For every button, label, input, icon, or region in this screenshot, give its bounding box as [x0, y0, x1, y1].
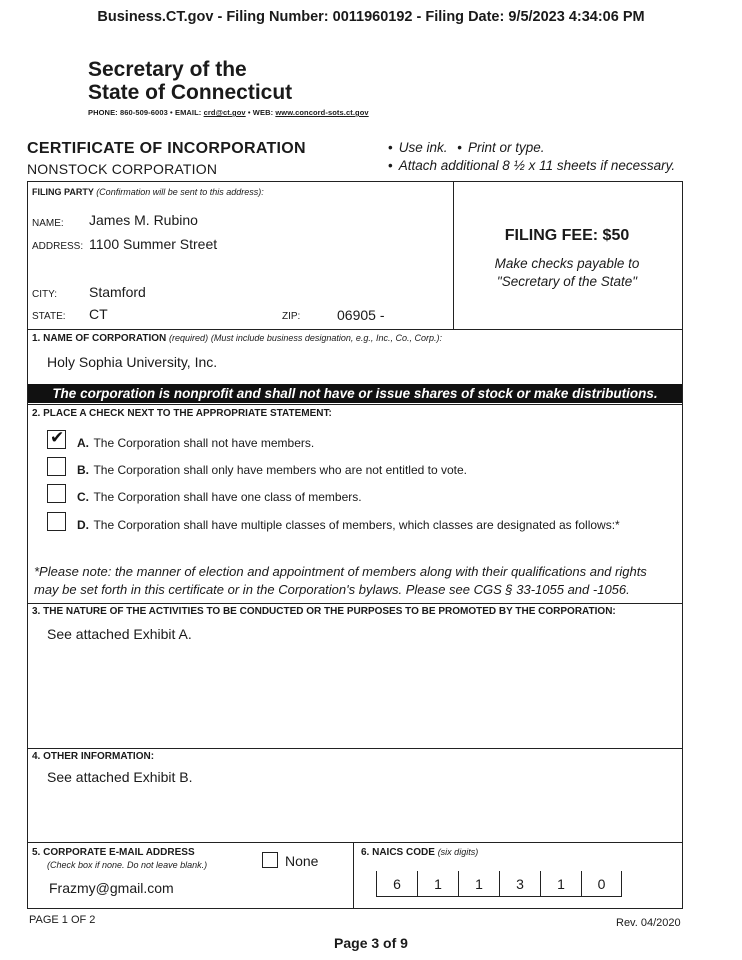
bullet-icon: •	[388, 158, 393, 173]
divider	[28, 748, 682, 749]
filing-party-note: (Confirmation will be sent to this address):	[96, 187, 264, 197]
city-value[interactable]: Stamford	[89, 284, 146, 300]
state-value[interactable]: CT	[89, 306, 108, 322]
office-contact	[88, 108, 369, 117]
zip-value[interactable]: 06905 -	[337, 307, 385, 323]
state-label: STATE:	[32, 311, 66, 322]
office-web-label: WEB:	[252, 108, 274, 117]
fee-note-line1: Make checks payable to	[494, 256, 640, 271]
section1-note: (Must include business designation, e.g., Inc., Co., Corp.):	[210, 333, 442, 343]
naics-digit[interactable]: 1	[458, 871, 499, 897]
page-of-label: PAGE 1 OF 2	[29, 914, 96, 926]
certificate-title: CERTIFICATE OF INCORPORATION	[27, 140, 306, 157]
members-note: *Please note: the manner of election and appointment of members along with their qualifications and rights may be set forth in this certificate or in the Corporation's bylaws. Please see CGS § 33-1055 and -1056.	[34, 564, 647, 597]
instruction-print: Print or type.	[468, 140, 545, 155]
bullet-separator: •	[247, 108, 251, 117]
email-none-label: None	[285, 853, 319, 869]
naics-digit[interactable]: 0	[581, 871, 622, 897]
filing-party-title: FILING PARTY	[32, 187, 94, 197]
divider	[353, 842, 354, 909]
office-phone: PHONE: 860-509-6003	[88, 108, 168, 117]
divider	[28, 603, 682, 604]
option-c	[77, 488, 362, 506]
section5-header: 5. CORPORATE E-MAIL ADDRESS	[32, 847, 195, 858]
nonprofit-banner: The corporation is nonprofit and shall not have or issue shares of stock or make distributions.	[28, 384, 682, 403]
office-title	[88, 58, 292, 104]
bullet-icon: •	[457, 140, 463, 155]
office-web-link[interactable]: www.concord-sots.ct.gov	[275, 108, 369, 117]
option-a	[77, 434, 314, 452]
naics-digit[interactable]: 3	[499, 871, 540, 897]
section1-title: 1. NAME OF CORPORATION	[32, 333, 167, 344]
option-b-checkbox[interactable]	[47, 457, 66, 476]
option-b-text: The Corporation shall only have members who are not entitled to vote.	[93, 463, 467, 477]
naics-digit[interactable]: 6	[376, 871, 417, 897]
option-c-letter: C.	[77, 490, 89, 504]
section6-note: (six digits)	[437, 847, 479, 857]
page-counter: Page 3 of 9	[334, 935, 408, 951]
section6-header	[361, 847, 478, 858]
certificate-subtitle: NONSTOCK CORPORATION	[27, 161, 218, 177]
city-label: CITY:	[32, 289, 58, 300]
option-d	[77, 516, 620, 534]
fee-note	[453, 255, 681, 291]
corporation-name[interactable]: Holy Sophia University, Inc.	[47, 354, 218, 370]
bullet-icon: •	[388, 140, 393, 155]
name-label: NAME:	[32, 218, 64, 229]
option-b-letter: B.	[77, 463, 89, 477]
fee-note-line2: "Secretary of the State"	[496, 274, 638, 289]
office-email-label: EMAIL:	[174, 108, 202, 117]
bullet-separator: •	[170, 108, 173, 117]
address-value[interactable]: 1100 Summer Street	[89, 236, 218, 252]
section2-header: 2. PLACE A CHECK NEXT TO THE APPROPRIATE STATEMENT:	[32, 408, 332, 419]
section3-value[interactable]: See attached Exhibit A.	[47, 626, 192, 642]
section5-note: (Check box if none. Do not leave blank.)	[47, 860, 208, 870]
divider	[28, 842, 682, 843]
section4-value[interactable]: See attached Exhibit B.	[47, 769, 193, 785]
naics-digit[interactable]: 1	[417, 871, 458, 897]
instructions-line1	[388, 140, 545, 155]
revision-label: Rev. 04/2020	[616, 917, 681, 929]
option-a-letter: A.	[77, 436, 89, 450]
option-d-letter: D.	[77, 518, 89, 532]
section1-required: (required)	[169, 333, 209, 343]
option-d-text: The Corporation shall have multiple classes of members, which classes are designated as follows:*	[93, 518, 620, 532]
instructions-line2	[388, 158, 675, 173]
email-none-checkbox[interactable]	[262, 852, 278, 868]
divider	[28, 329, 682, 330]
filing-banner: Business.CT.gov - Filing Number: 0011960192 - Filing Date: 9/5/2023 4:34:06 PM	[97, 9, 645, 25]
zip-label: ZIP:	[282, 311, 301, 322]
option-b	[77, 461, 467, 479]
filing-fee: FILING FEE: $50	[504, 227, 630, 244]
filing-party-header	[32, 187, 264, 197]
office-title-line1: Secretary of the	[88, 58, 247, 81]
name-value[interactable]: James M. Rubino	[89, 212, 198, 228]
section6-title: 6. NAICS CODE	[361, 847, 435, 858]
email-value[interactable]: Frazmy@gmail.com	[49, 880, 174, 896]
naics-digit[interactable]: 1	[540, 871, 581, 897]
address-label: ADDRESS:	[32, 241, 84, 252]
option-c-checkbox[interactable]	[47, 484, 66, 503]
divider	[28, 404, 682, 405]
checkmark-icon: ✔	[50, 428, 65, 447]
instruction-attach: Attach additional 8 ½ x 11 sheets if necessary.	[398, 158, 676, 173]
option-a-text: The Corporation shall not have members.	[93, 436, 315, 450]
office-email-link[interactable]: crd@ct.gov	[203, 108, 246, 117]
section4-header: 4. OTHER INFORMATION:	[32, 751, 155, 762]
instruction-use-ink: Use ink.	[398, 140, 448, 155]
option-c-text: The Corporation shall have one class of members.	[93, 490, 362, 504]
section3-header: 3. THE NATURE OF THE ACTIVITIES TO BE CONDUCTED OR THE PURPOSES TO BE PROMOTED BY THE CORPORATION:	[32, 606, 616, 617]
option-d-checkbox[interactable]	[47, 512, 66, 531]
section1-header	[32, 333, 442, 344]
option-a-checkbox[interactable]	[47, 430, 66, 449]
office-title-line2: State of Connecticut	[88, 81, 293, 104]
